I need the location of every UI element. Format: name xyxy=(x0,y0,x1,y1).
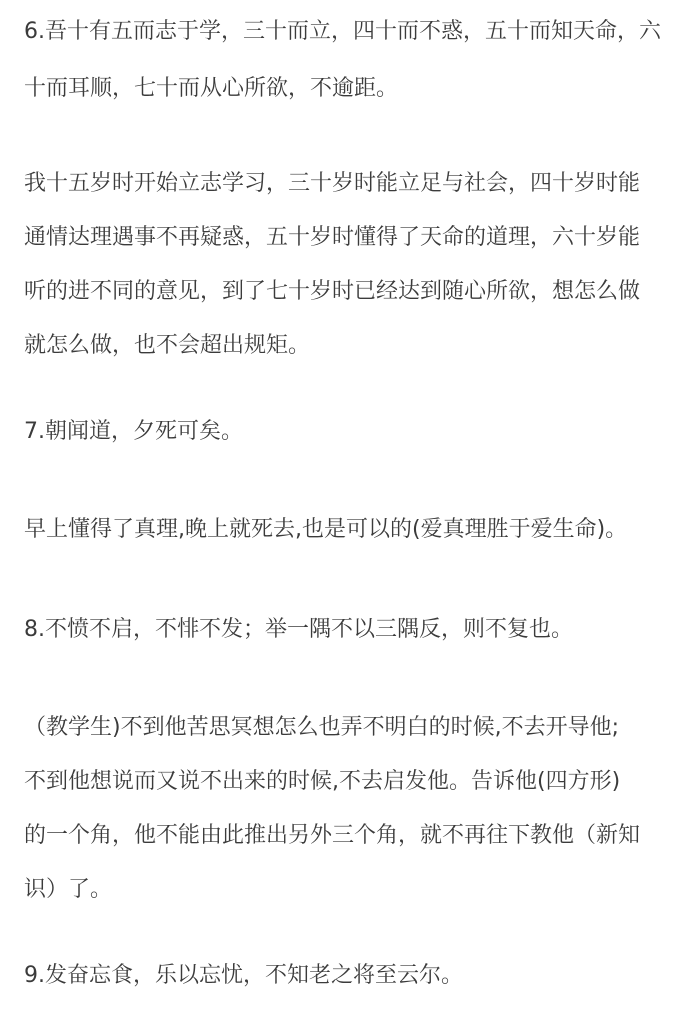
text-line: 就怎么做，也不会超出规矩。 xyxy=(24,333,311,358)
paragraph-analect-6 xyxy=(24,16,684,130)
paragraph-analect-6-translation xyxy=(24,168,684,384)
text-line: 9.发奋忘食，乐以忘忧，不知老之将至云尔。 xyxy=(24,963,463,988)
text-line: 识）了。 xyxy=(24,877,113,902)
text-line: 8.不愤不启，不悱不发；举一隅不以三隅反，则不复也。 xyxy=(24,617,573,642)
paragraph-analect-7 xyxy=(24,416,684,448)
paragraph-analect-9 xyxy=(24,960,684,992)
text-line: 通情达理遇事不再疑惑，五十岁时懂得了天命的道理，六十岁能 xyxy=(24,225,641,250)
text-line: 我十五岁时开始立志学习，三十岁时能立足与社会，四十岁时能 xyxy=(24,171,641,196)
paragraph-analect-7-translation xyxy=(24,514,684,546)
paragraph-analect-8-translation xyxy=(24,712,684,928)
paragraph-analect-8 xyxy=(24,614,684,646)
text-line: 十而耳顺，七十而从心所欲，不逾距。 xyxy=(24,76,399,101)
text-line: 听的进不同的意见，到了七十岁时已经达到随心所欲，想怎么做 xyxy=(24,279,641,304)
text-line: 早上懂得了真理,晚上就死去,也是可以的(爱真理胜于爱生命)。 xyxy=(24,517,628,542)
text-line: 的一个角，他不能由此推出另外三个角，就不再往下教他（新知 xyxy=(24,823,641,848)
text-line: 不到他想说而又说不出来的时候,不去启发他。告诉他(四方形) xyxy=(24,769,621,794)
text-line: 6.吾十有五而志于学，三十而立，四十而不惑，五十而知天命，六 xyxy=(24,19,661,44)
text-line: （教学生)不到他苦思冥想怎么也弄不明白的时候,不去开导他; xyxy=(24,715,619,740)
text-line: 7.朝闻道，夕死可矣。 xyxy=(24,419,243,444)
